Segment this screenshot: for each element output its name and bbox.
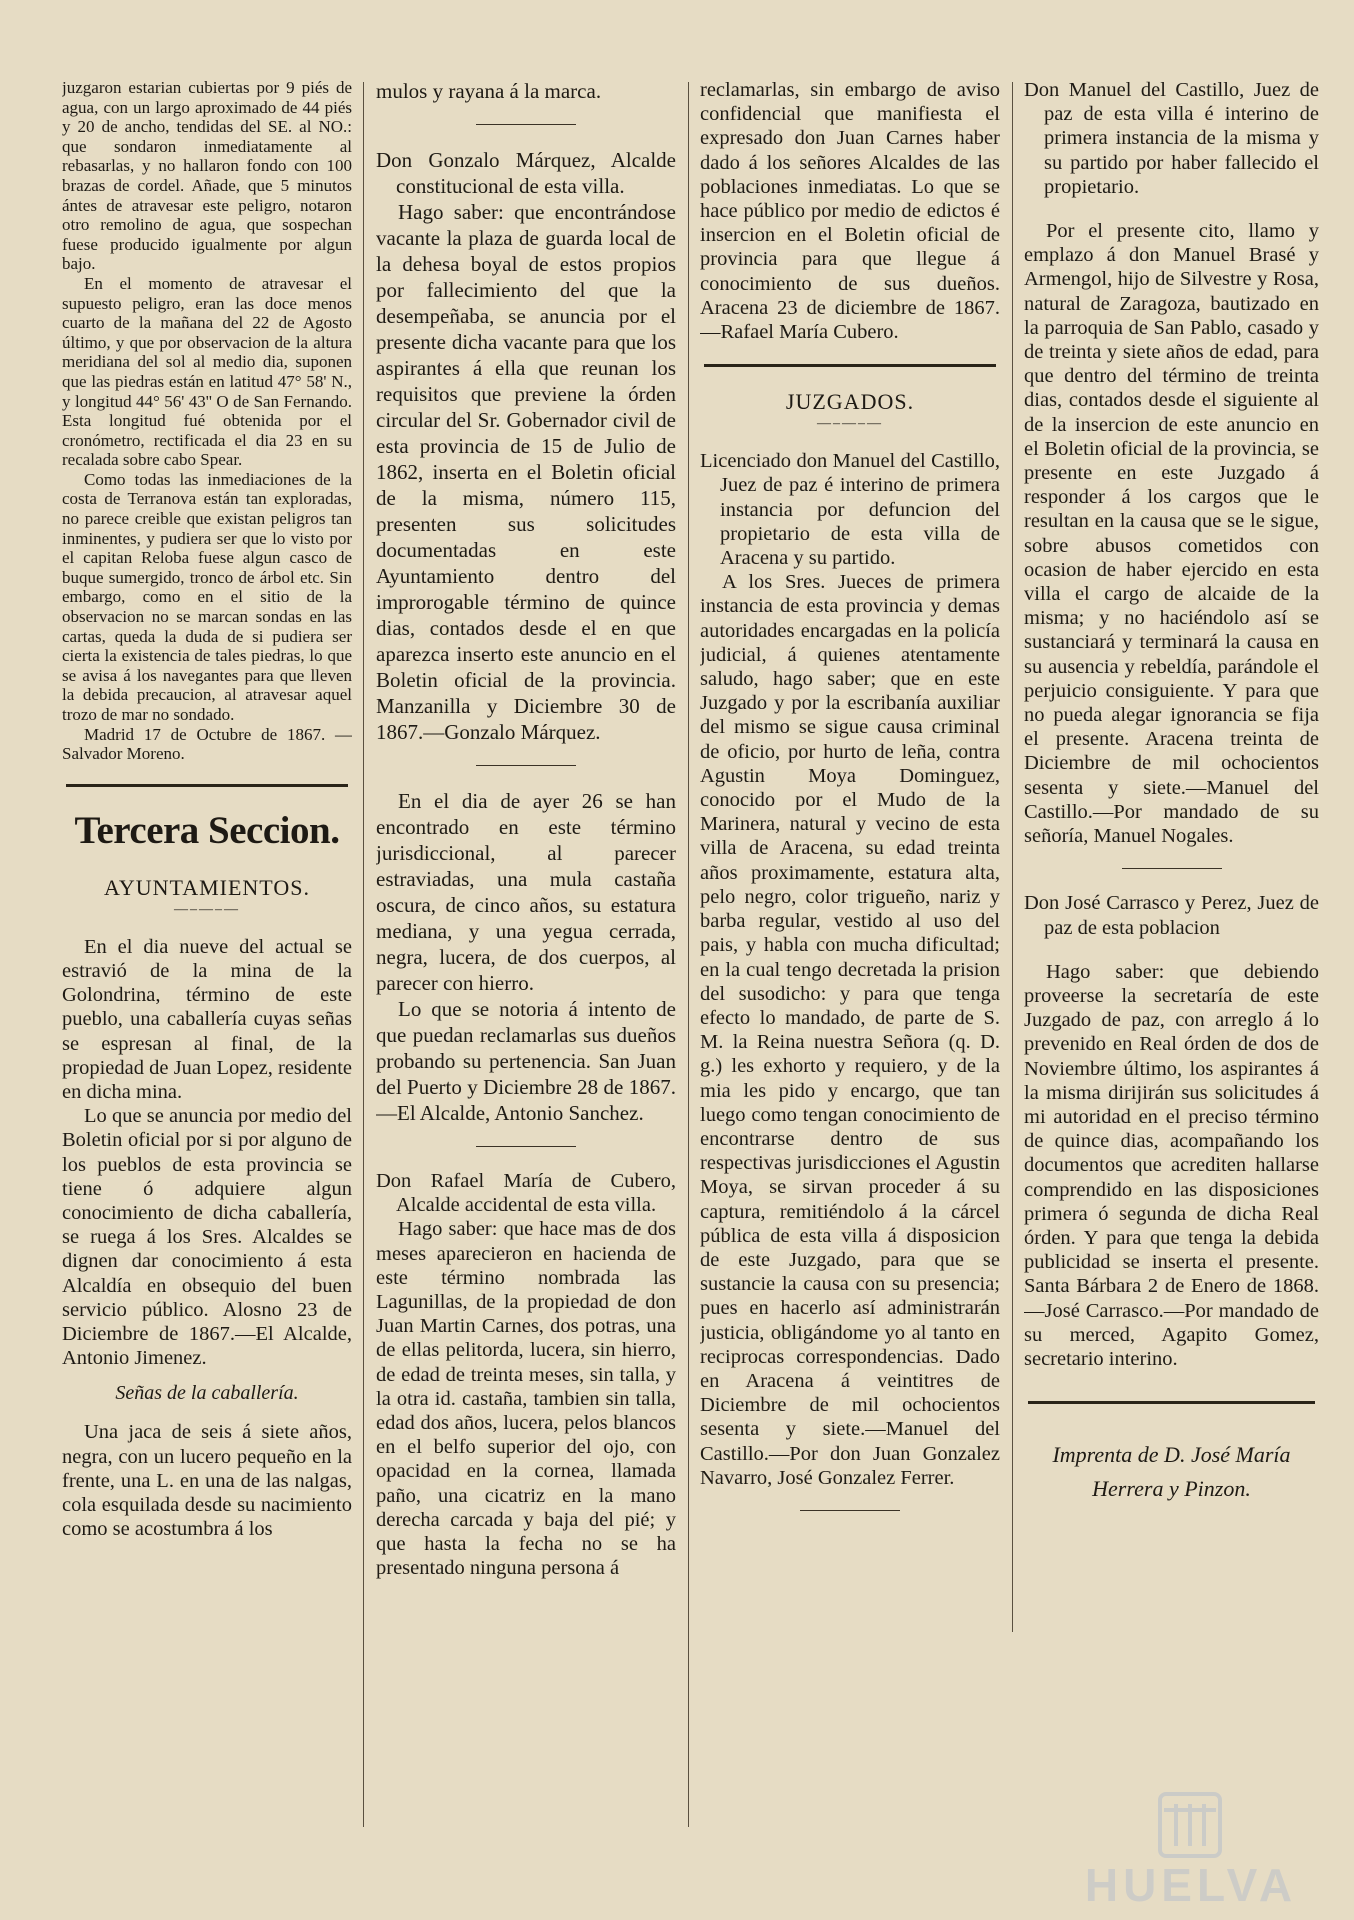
column-3 (700, 78, 1000, 1533)
notice-header: Don Rafael María de Cubero, Alcalde accidental de esta villa. (376, 1170, 676, 1217)
imprint (1024, 1438, 1319, 1506)
paragraph: En el dia nueve del actual se estravió de la mina de la Golondrina, término de este pueblo, una caballería cuyas señas se espresan al final, de la propiedad de Juan Lopez, residente en dicha mina. (62, 935, 352, 1103)
notice-header: Don Gonzalo Márquez, Alcalde constitucional de esta villa. (376, 148, 676, 198)
paragraph: Hago saber: que encontrándose vacante la plaza de guarda local de la dehesa boyal de estos propios por fallecimiento del que la desempeñaba, se anuncia por el presente dicha vacante para que los aspirantes á ella que reunan los requisitos que previene la órden circular del Sr. Gobernador civil de esta provincia de 15 de Julio de 1862, inserta en el Boletin oficial de la misma, número 115, presenten sus solicitudes documentadas en este Ayuntamiento dentro del improrogable término de quince dias, contados desde el en que aparezca inserto este anuncio en el Boletin oficial de la provincia. Manzanilla y Diciembre 30 de 1867.—Gonzalo Márquez. (376, 200, 676, 744)
paragraph: reclamarlas, sin embargo de aviso confidencial que manifiesta el expresado don Juan Carnes haber dado á los señores Alcaldes de las poblaciones inmediatas. Lo que se hace público por medio de edictos é insercion en el Boletin oficial de provincia para que llegue á conocimiento de sus dueños. Aracena 23 de diciembre de 1867.—Rafael María Cubero. (700, 79, 1000, 344)
subheading: Señas de la caballería. (115, 1382, 299, 1405)
notice-header: Licenciado don Manuel del Castillo, Juez de paz é interino de primera instancia por defuncion del propietario de esta villa de Aracena y su partido. (700, 450, 1000, 570)
section-rule (66, 784, 348, 787)
imprint-line: Imprenta de D. José María (1052, 1442, 1291, 1468)
divider (476, 124, 576, 125)
column-divider (1012, 82, 1013, 1632)
heading-ornament: —‒—‒— (817, 416, 883, 432)
section-rule (1028, 1401, 1315, 1404)
heading-ayuntamientos: AYUNTAMIENTOS. (104, 874, 310, 900)
divider (800, 1510, 900, 1511)
paragraph: Una jaca de seis á siete años, negra, con un lucero pequeño en la frente, una L. en una de las nalgas, cola esquilada desde su nacimiento como se acostumbra á los (62, 1421, 352, 1541)
signature: Madrid 17 de Octubre de 1867. —Salvador Moreno. (62, 724, 352, 764)
paragraph: Hago saber: que hace mas de dos meses aparecieron en hacienda de este término nombrada las Lagunillas, de la propiedad de don Juan Martin Carnes, dos potras, una de ellas pelitorda, lucera, sin hierro, de edad de treinta meses, sin talla, y la otra id. castaña, tambien sin talla, edad dos años, lucera, pelos blancos en el belfo superior del ojo, con opacidad en la cornea, llamada paño, una cicatriz en la mano derecha carcada y baja del pié; y que hasta la fecha no se ha presentado ninguna persona á (376, 1218, 676, 1580)
column-2 (376, 78, 676, 1580)
divider (476, 765, 576, 766)
paragraph: Por el presente cito, llamo y emplazo á don Manuel Brasé y Armengol, hijo de Silvestre y Rosa, natural de Zaragoza, bautizado en la parroquia de San Pablo, casado y de treinta y siete años de edad, para que dentro del término de treinta dias, contados desde el siguiente al de la insercion de este anuncio en el Boletin oficial de la provincia, se presente en este Juzgado á responder á los cargos que le resultan en la causa que se le sigue, sobre abusos cometidos con ocasion de haber ejercido en esta villa el cargo de alcaide de la misma; y no haciéndolo así se sustanciará y terminará la causa en su ausencia y rebeldía, parándole el perjuicio consiguiente. Y para que no pueda alegar ignorancia se fija el presente. Aracena treinta de Diciembre de mil ochocientos sesenta y siete.—Manuel del Castillo.—Por mandado de su señoría, Manuel Nogales. (1024, 220, 1319, 848)
paragraph: Hago saber: que debiendo proveerse la secretaría de este Juzgado de paz, con arreglo á lo prevenido en Real órden de dos de Noviembre último, los aspirantes á la misma dirijirán sus solicitudes á mi autoridad en el preciso término de quince dias, acompañando los documentos que acrediten hallarse comprendido en las disposiciones primera ó segunda de dicha Real órden. Y para que tenga la debida publicidad se inserta el presente. Santa Bárbara 2 de Enero de 1868. —José Carrasco.—Por mandado de su merced, Agapito Gomez, secretario interino. (1024, 960, 1319, 1370)
column-4 (1024, 78, 1319, 1506)
section-rule (704, 364, 996, 367)
paragraph: Como todas las inmediaciones de la costa de Terranova están tan exploradas, no parece creible que existan peligros tan inminentes, y pudiera ser que lo visto por el capitan Reloba fuese algun casco de buque sumergido, tronco de árbol etc. Sin embargo, como en el sitio de la observacion no se marcan sondas en las cartas, queda la duda de si pudiera ser cierta la existencia de tales piedras, lo que se avisa á los navegantes para que lleven la debida precaucion, al atravesar aquel trozo de mar no sondado. (62, 469, 352, 724)
column-divider (688, 82, 689, 1827)
notice-header: Don Manuel del Castillo, Juez de paz de esta villa é interino de primera instancia de la misma y su partido por haber fallecido el propietario. (1024, 79, 1319, 198)
paragraph: A los Sres. Jueces de primera instancia de esta provincia y demas autoridades encargadas en la policía judicial, á quienes atentamente saludo, hago saber; que en este Juzgado y por la escribanía auxiliar del mismo se sigue causa criminal de oficio, por hurto de leña, contra Agustin Moya Dominguez, conocido por el Mudo de la Marinera, natural y vecino de esta villa de Aracena, su edad treinta años proximamente, estatura alta, pelo negro, color trigueño, nariz y barba regular, vestido al uso del pais, y habla con mucha dificultad; en la cual tengo decretada la prision del susodicho: y para que tenga efecto lo mandado, de parte de S. M. la Reina nuestra Señora (q. D. g.) les exhorto y requiero, y de la mia les pido y encargo, que tan luego como tengan conocimiento de encontrarse dentro de sus respectivas jurisdicciones el Agustin Moya, se sirvan proceder á su captura, remitiéndolo á la cárcel pública de esta villa á disposicion de este Juzgado, para que se sustancie la causa con su presencia; pues en hacerlo así administrarán justicia, obligándome yo al tanto en reciprocas correspondencias. Dado en Aracena á veintitres de Diciembre de mil ochocientos sesenta y siete.—Manuel del Castillo.—Por don Juan Gonzalez Navarro, José Gonzalez Ferrer. (700, 571, 1000, 1489)
column-divider (363, 82, 364, 1827)
heading-ornament: —‒—‒— (174, 901, 240, 917)
paragraph: mulos y rayana á la marca. (376, 79, 602, 103)
section-title: Tercera Seccion. (74, 808, 340, 852)
divider (1122, 868, 1222, 869)
heading-juzgados: JUZGADOS. (785, 389, 915, 415)
paragraph: Lo que se notoria á intento de que puedan reclamarlas sus dueños probando su pertenencia. San Juan del Puerto y Diciembre 28 de 1867.—El Alcalde, Antonio Sanchez. (376, 997, 676, 1125)
divider (476, 1146, 576, 1147)
paragraph: Lo que se anuncia por medio del Boletin oficial por si por alguno de los pueblos de esta provincia se tiene ó adquiere algun conocimiento de dicha caballería, se ruega á los Sres. Alcaldes se dignen dar conocimiento á esta Alcaldía en obsequio del buen servicio público. Alosno 23 de Diciembre de 1867.—El Alcalde, Antonio Jimenez. (62, 1105, 352, 1370)
paragraph: En el momento de atravesar el supuesto peligro, eran las doce menos cuarto de la mañana del 22 de Agosto último, y que por observacion de la altura meridiana del sol al medio dia, suponen que las piedras están en latitud 47° 58' N., y longitud 44° 56' 43'' O de San Fernando. Esta longitud fué obtenida por el cronómetro, rectificada el dia 23 en su recalada sobre cabo Spear. (62, 273, 352, 470)
notice-header: Don José Carrasco y Perez, Juez de paz de esta poblacion (1024, 892, 1319, 939)
paragraph: juzgaron estarian cubiertas por 9 piés de agua, con un largo aproximado de 44 piés y 20 de ancho, tendidas del SE. al NO.: que sondaron inmediatamente al rebasarlas, y no hallaron fondo con 100 brazas de cordel. Añade, que 5 minutos ántes de atravesar este peligro, notaron otro remolino de agua, que sospechan fuese producido igualmente por algun bajo. (62, 78, 352, 274)
paragraph: En el dia de ayer 26 se han encontrado en este término jurisdiccional, al parecer estraviadas, una mula castaña oscura, de cinco años, su estatura mediana, y una yegua cerrada, negra, lucera, de dos cuerpos, al parecer con hierro. (376, 789, 676, 995)
column-1 (62, 78, 352, 1541)
imprint-line: Herrera y Pinzon. (1092, 1476, 1251, 1502)
watermark-text: HUELVA (1084, 1859, 1298, 1911)
